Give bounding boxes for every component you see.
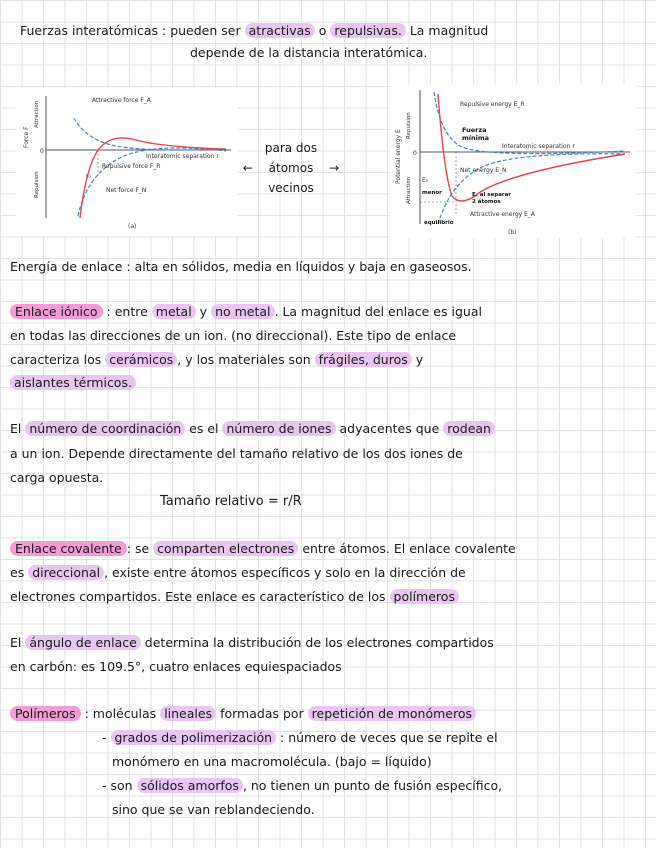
hand-menor: menor [422, 190, 442, 196]
ionico-text-2: . La magnitud del enlace es igual [274, 304, 482, 319]
energy-attraction-label: Attraction [406, 176, 412, 204]
polimeros-t2: formadas por [220, 706, 304, 721]
net-energy-label: Net energy E_N [460, 167, 507, 174]
coord-t2: es el [189, 421, 219, 436]
energy-zero-label: 0 [413, 150, 417, 157]
force-caption: (a) [128, 223, 137, 230]
hand-separar: E. al separar [472, 192, 512, 198]
polimeros-b2-a: son [110, 778, 133, 793]
energia-line [10, 258, 472, 276]
energy-repulsion-label: Repulsion [406, 112, 412, 139]
covalente-line-1 [10, 540, 516, 558]
highlight-enlace-covalente: Enlace covalente [10, 541, 127, 556]
coord-t3: adyacentes que [339, 421, 440, 436]
force-separation-label: Interatomic separation r [146, 153, 219, 160]
intro-colon: : [161, 23, 167, 38]
arrow-right-icon: → [329, 161, 340, 175]
hand-fuerza: Fuerza [462, 126, 487, 134]
polimeros-b2-b: , no tienen un punto de fusión específico, [242, 778, 503, 793]
coord-line-1 [10, 420, 495, 438]
highlight-aislantes: aislantes térmicos. [10, 375, 136, 390]
attractive-energy-label: Attractive energy E_A [470, 211, 536, 218]
energia-text: alta en sólidos, media en líquidos y baja en gaseosos. [134, 259, 472, 274]
highlight-enlace-ionico: Enlace iónico [10, 304, 103, 319]
highlight-numero-coordinacion: número de coordinación [25, 421, 185, 436]
r0-label: r₀ [86, 173, 91, 180]
net-force-label: Net force F_N [106, 187, 147, 194]
middle-note [232, 138, 350, 198]
covalente-l3a: electrones compartidos. Este enlace es característico de los [10, 589, 386, 604]
energia-label: Energía de enlace [10, 259, 123, 274]
coord-line-2: a un ion. Depende directamente del tamaño relativo de los dos iones de [10, 446, 463, 461]
repulsive-energy-label: Repulsive energy E_R [460, 101, 525, 108]
middle-note-atomos: átomos [268, 161, 314, 175]
coord-line-3: carga opuesta. [10, 470, 104, 485]
energy-separation-label: Interatomic separation r [502, 143, 575, 150]
ionico-line-2: en todas las direcciones de un ion. (no direccional). Este tipo de enlace [10, 328, 457, 343]
angulo-t1: El [10, 635, 22, 650]
ionico-line-4 [10, 374, 136, 392]
ionico-colon: : [106, 304, 111, 319]
angulo-t2: determina la distribución de los electrones compartidos [144, 635, 494, 650]
polimeros-colon: : [84, 706, 89, 721]
coord-formula: Tamaño relativo = r/R [160, 494, 302, 509]
covalente-line-2 [10, 564, 466, 582]
polimeros-bullet-1-line-2: monómero en una macromolécula. (bajo = líquido) [112, 754, 432, 769]
intro-label: Fuerzas interatómicas [20, 23, 158, 38]
polimeros-bullet-1 [102, 729, 498, 747]
ionico-l3c: y [415, 352, 424, 367]
ionico-y: y [199, 304, 208, 319]
highlight-polimeros: polímeros [390, 589, 459, 604]
covalente-line-3 [10, 588, 459, 606]
intro-text-2: La magnitud [409, 23, 489, 38]
middle-note-line-1: para dos [264, 141, 318, 155]
highlight-solidos-amorfos: sólidos amorfos [137, 778, 243, 793]
force-ylabel: Force F [23, 126, 30, 148]
highlight-atractivas: atractivas [245, 23, 315, 38]
hand-dos: 2 átomos [472, 199, 501, 205]
middle-note-line-3: vecinos [268, 181, 314, 195]
polimeros-bullet-2 [102, 777, 502, 795]
intro-line-1 [20, 22, 488, 40]
covalente-colon: : [126, 541, 131, 556]
attractive-force-curve [74, 118, 226, 150]
polimeros-b1-text: : número de veces que se repite el [280, 730, 498, 745]
energy-ylabel: Potential energy E [395, 129, 402, 184]
highlight-metal: metal [152, 304, 196, 319]
ionico-l3a: caracteriza los [10, 352, 102, 367]
angulo-line-1 [10, 634, 494, 652]
ionico-line-1 [10, 303, 482, 321]
hand-minima: mínima [462, 134, 490, 142]
highlight-ceramicos: cerámicos [105, 352, 177, 367]
ionico-text-1: entre [114, 304, 148, 319]
intro-line-2: depende de la distancia interatómica. [190, 45, 428, 60]
highlight-repulsivas: repulsivas. [330, 23, 405, 38]
repulsive-force-label: Repulsive force F_R [102, 163, 161, 170]
polimeros-bullet-2-line-2: sino que se van reblandeciendo. [112, 802, 315, 817]
highlight-direccional: direccional [28, 565, 104, 580]
ionico-l3b: , y los materiales son [177, 352, 311, 367]
highlight-lineales: lineales [160, 706, 216, 721]
polimeros-t1: moléculas [92, 706, 157, 721]
angulo-line-2: en carbón: es 109.5°, cuatro enlaces equiespaciados [10, 659, 342, 674]
highlight-rodean: rodean [443, 421, 495, 436]
covalente-l2a: es [10, 565, 25, 580]
arrow-left-icon: ← [242, 161, 253, 175]
force-attraction-label: Attraction [34, 100, 40, 128]
highlight-no-metal: no metal [211, 304, 274, 319]
polimeros-line-1 [10, 705, 476, 723]
figure-energy-graph [390, 84, 636, 238]
highlight-angulo-enlace: ángulo de enlace [25, 635, 140, 650]
middle-note-line-2 [232, 158, 350, 178]
force-zero-label: 0 [40, 148, 44, 155]
intro-o: o [318, 23, 327, 38]
attractive-force-label: Attractive force F_A [92, 97, 151, 104]
highlight-polimeros-label: Polímeros [10, 706, 81, 721]
figure-force-graph [16, 88, 238, 236]
hand-equilibrio: equilibrio [424, 220, 454, 226]
bullet-dash-2: - [102, 778, 107, 793]
energia-colon: : [126, 259, 131, 274]
intro-text-1: pueden ser [170, 23, 241, 38]
ionico-line-3 [10, 351, 423, 369]
covalente-t1: se [134, 541, 150, 556]
bullet-dash-1: - [102, 730, 107, 745]
covalente-t2: entre átomos. El enlace covalente [302, 541, 516, 556]
highlight-comparten: comparten electrones [153, 541, 298, 556]
coord-t1: El [10, 421, 22, 436]
e0-label: E₀ [422, 177, 429, 184]
force-repulsion-label: Repulsion [34, 171, 40, 198]
highlight-numero-iones: número de iones [222, 421, 335, 436]
highlight-fragiles: frágiles, duros [315, 352, 412, 367]
highlight-repeticion: repetición de monómeros [308, 706, 476, 721]
energy-caption: (b) [508, 229, 517, 236]
covalente-l2b: , existe entre átomos específicos y solo en la dirección de [104, 565, 466, 580]
highlight-grados: grados de polimerización [111, 730, 277, 745]
